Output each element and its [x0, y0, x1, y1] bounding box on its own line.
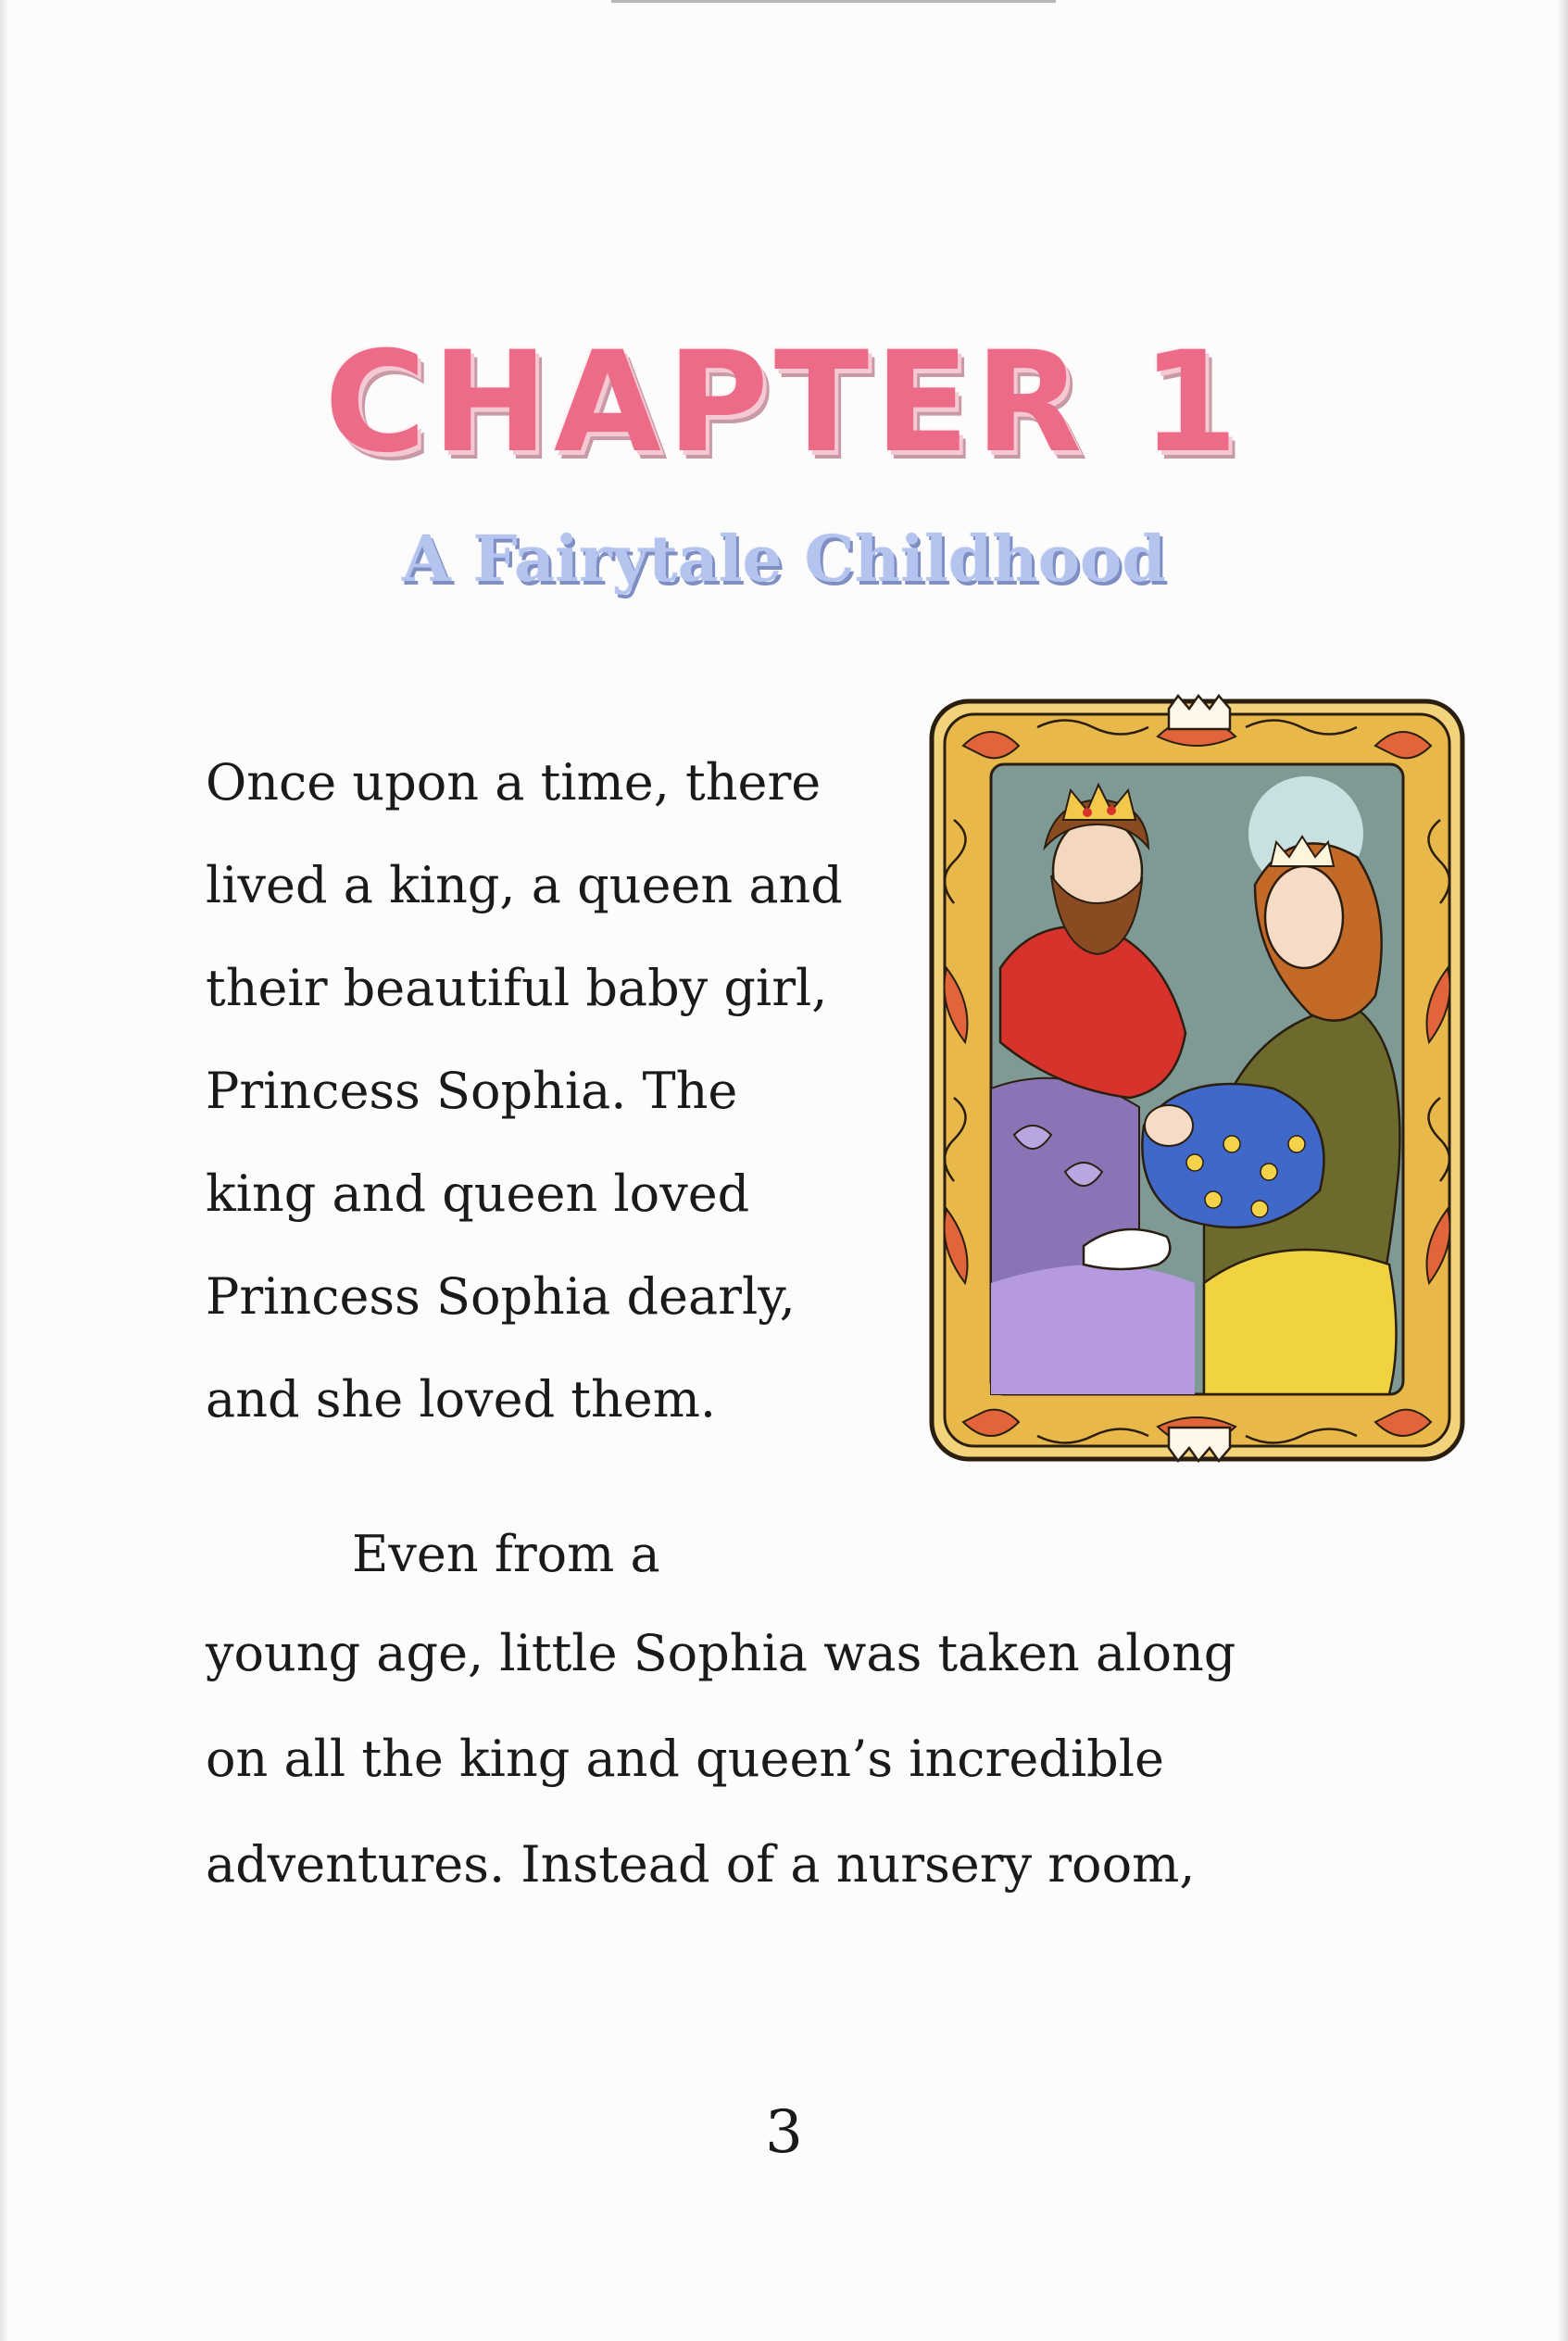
- paragraph-1-line: Princess Sophia dearly,: [206, 1267, 796, 1326]
- paragraph-1-line: and she loved them.: [206, 1370, 717, 1429]
- paragraph-1-line: their beautiful baby girl,: [206, 959, 828, 1017]
- paragraph-2-line: on all the king and queen’s incredible: [206, 1730, 1164, 1788]
- paragraph-1-line: Princess Sophia. The: [206, 1062, 738, 1120]
- top-rule: [611, 0, 1056, 3]
- paragraph-1: [206, 731, 843, 1451]
- paragraph-2-first-line: Even from a: [352, 1525, 660, 1583]
- paragraph-2: [206, 1601, 1236, 1918]
- paragraph-2-line: young age, little Sophia was taken along: [206, 1624, 1236, 1682]
- paragraph-1-line: king and queen loved: [206, 1164, 750, 1223]
- chapter-subtitle: A Fairytale Childhood: [402, 522, 1166, 597]
- paragraph-1-line: Once upon a time, there: [206, 753, 822, 812]
- paragraph-2-line: adventures. Instead of a nursery room,: [206, 1835, 1196, 1894]
- royal-family-illustration: [926, 690, 1468, 1468]
- chapter-title: CHAPTER 1: [324, 322, 1244, 484]
- paragraph-1-line: lived a king, a queen and: [206, 856, 843, 914]
- page-number: 3: [765, 2098, 803, 2167]
